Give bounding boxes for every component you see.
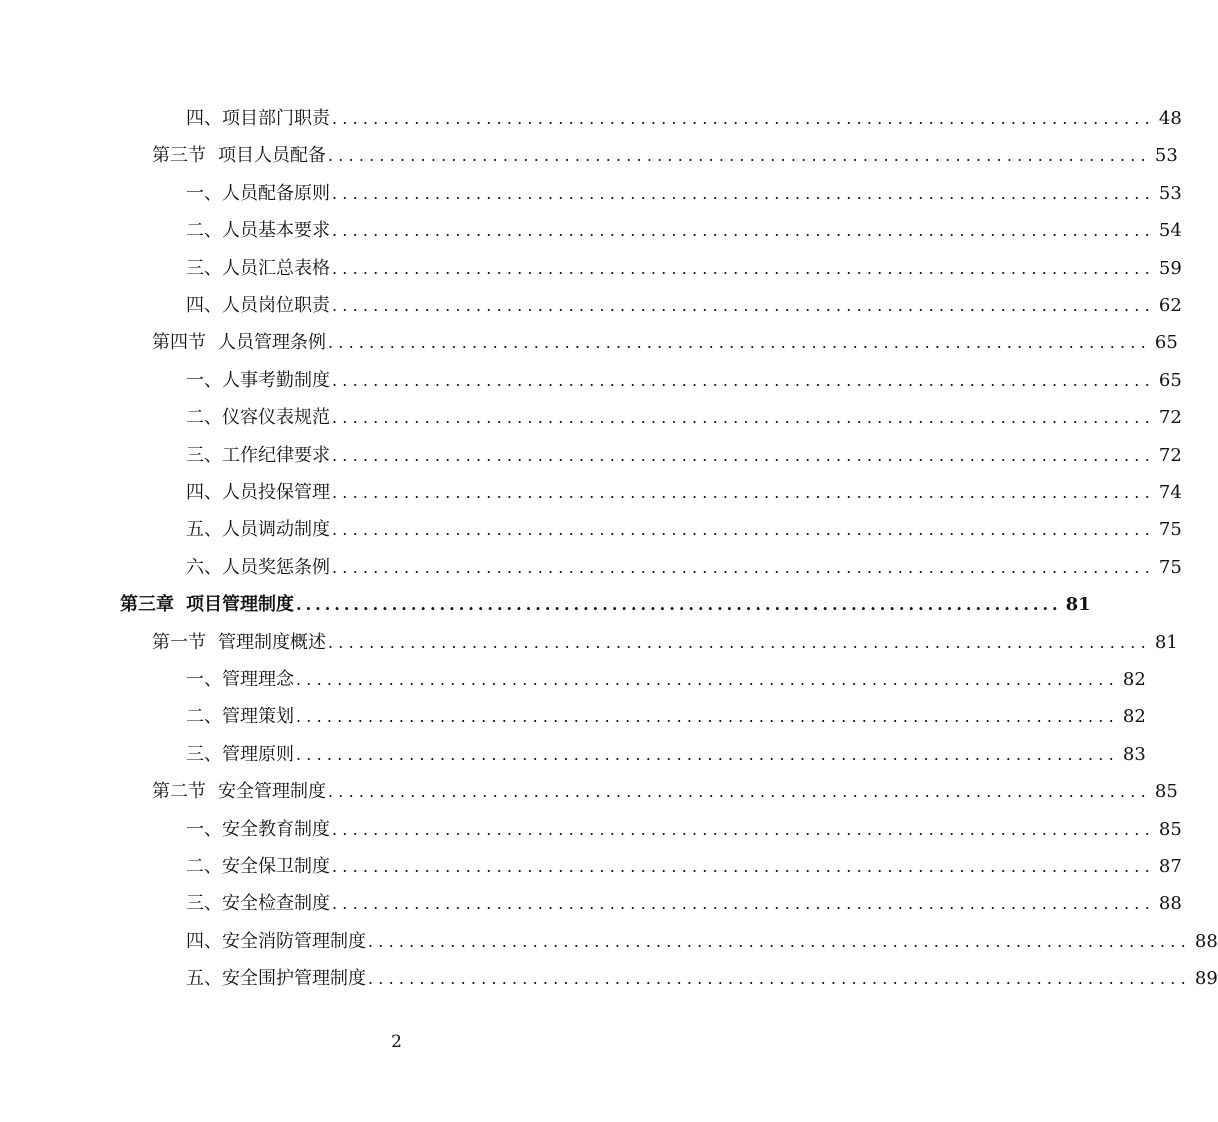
toc-entry-label xyxy=(186,511,330,548)
toc-entry-title: 管理策划 xyxy=(222,706,294,728)
toc-entry-title: 安全管理制度 xyxy=(218,781,326,803)
toc-entry-number: 第二节 xyxy=(152,781,206,803)
toc-entry-label xyxy=(186,100,330,137)
toc-item-entry[interactable] xyxy=(186,923,1218,960)
toc-entry-title: 人员岗位职责 xyxy=(222,295,330,316)
toc-entry-number: 第三章 xyxy=(120,594,174,616)
toc-dot-leader: ................................................................................ xyxy=(368,931,1191,951)
toc-dot-leader: ................................................................................ xyxy=(332,483,1155,502)
toc-page-number: 72 xyxy=(1158,407,1182,429)
toc-entry-number: 二、 xyxy=(186,407,222,429)
toc-entry-number: 四、 xyxy=(186,930,222,952)
toc-entry-number: 三、 xyxy=(186,743,222,765)
toc-item-entry[interactable] xyxy=(186,175,1182,212)
toc-page-number: 75 xyxy=(1158,519,1182,541)
toc-page-number: 83 xyxy=(1122,743,1146,765)
toc-entry-title: 人员基本要求 xyxy=(222,220,330,242)
toc-entry-title: 管理制度概述 xyxy=(218,631,326,653)
toc-entry-label xyxy=(120,586,294,623)
toc-item-entry[interactable] xyxy=(186,362,1182,399)
toc-entry-title: 人事考勤制度 xyxy=(222,369,330,391)
toc-section-entry[interactable] xyxy=(152,624,1178,661)
toc-entry-label xyxy=(186,212,330,249)
toc-dot-leader: ................................................................................ xyxy=(332,445,1155,465)
toc-item-entry[interactable] xyxy=(186,287,1182,324)
toc-dot-leader: ................................................................................ xyxy=(296,744,1119,764)
toc-entry-label xyxy=(186,923,366,960)
toc-entry-label xyxy=(186,848,330,885)
toc-entry-title: 人员调动制度 xyxy=(222,519,330,541)
toc-entry-number: 第一节 xyxy=(152,631,206,653)
toc-entry-title: 工作纪律要求 xyxy=(222,444,330,466)
toc-chapter-entry[interactable] xyxy=(120,586,1091,623)
toc-section-entry[interactable] xyxy=(152,324,1178,361)
toc-entry-label xyxy=(186,437,330,474)
toc-entry-number: 四、 xyxy=(186,295,222,316)
toc-entry-label xyxy=(152,324,326,361)
toc-item-entry[interactable] xyxy=(186,698,1146,735)
toc-dot-leader: ................................................................................ xyxy=(296,670,1119,689)
toc-page-number: 75 xyxy=(1158,556,1182,578)
toc-entry-label xyxy=(152,624,326,661)
toc-dot-leader: ................................................................................ xyxy=(332,109,1155,128)
toc-dot-leader: ................................................................................ xyxy=(332,857,1155,876)
toc-entry-number: 第三节 xyxy=(152,145,206,167)
page-number: 2 xyxy=(391,1032,402,1052)
toc-dot-leader: ................................................................................ xyxy=(296,707,1119,727)
toc-page-number: 65 xyxy=(1158,369,1182,391)
toc-page-number: 85 xyxy=(1158,818,1182,840)
toc-page-number: 53 xyxy=(1158,182,1182,204)
toc-entry-number: 四、 xyxy=(186,482,222,503)
toc-dot-leader: ................................................................................ xyxy=(332,296,1155,315)
toc-page-number: 53 xyxy=(1154,145,1178,167)
toc-page-number: 82 xyxy=(1122,669,1146,690)
toc-item-entry[interactable] xyxy=(186,100,1182,137)
toc-entry-label xyxy=(186,661,294,698)
toc-page-number: 48 xyxy=(1158,108,1182,129)
toc-entry-number: 五、 xyxy=(186,968,222,990)
toc-entry-label xyxy=(186,474,330,511)
toc-entry-label xyxy=(186,885,330,922)
toc-page-number: 87 xyxy=(1158,856,1182,877)
toc-dot-leader: ................................................................................ xyxy=(328,333,1151,353)
toc-entry-number: 四、 xyxy=(186,108,222,129)
toc-entry-title: 安全保卫制度 xyxy=(222,856,330,877)
toc-dot-leader: ................................................................................ xyxy=(332,258,1155,278)
toc-dot-leader: ................................................................................ xyxy=(332,819,1155,839)
toc-entry-title: 项目管理制度 xyxy=(186,594,294,616)
toc-dot-leader: ................................................................................ xyxy=(368,969,1191,989)
toc-entry-title: 仪容仪表规范 xyxy=(222,407,330,429)
toc-dot-leader: ................................................................................ xyxy=(332,408,1155,428)
toc-page-number: 72 xyxy=(1158,444,1182,466)
toc-entry-label xyxy=(186,399,330,436)
toc-page-number: 89 xyxy=(1194,968,1218,990)
toc-entry-number: 三、 xyxy=(186,444,222,466)
toc-entry-label xyxy=(186,362,330,399)
toc-entry-label xyxy=(186,736,294,773)
toc-item-entry[interactable] xyxy=(186,811,1182,848)
toc-dot-leader: ................................................................................ xyxy=(332,557,1155,577)
toc-section-entry[interactable] xyxy=(152,773,1178,810)
toc-dot-leader: ................................................................................ xyxy=(296,595,1062,615)
toc-page-number: 81 xyxy=(1154,631,1178,653)
toc-entry-title: 项目部门职责 xyxy=(222,108,330,129)
toc-page-number: 88 xyxy=(1158,893,1182,915)
toc-entry-title: 人员奖惩条例 xyxy=(222,556,330,578)
toc-entry-number: 三、 xyxy=(186,257,222,279)
toc-item-entry[interactable] xyxy=(186,212,1182,249)
toc-item-entry[interactable] xyxy=(186,885,1182,922)
toc-section-entry[interactable] xyxy=(152,137,1178,174)
toc-entry-title: 安全教育制度 xyxy=(222,818,330,840)
toc-item-entry[interactable] xyxy=(186,511,1182,548)
toc-entry-label xyxy=(186,175,330,212)
toc-item-entry[interactable] xyxy=(186,474,1182,511)
toc-dot-leader: ................................................................................ xyxy=(328,146,1151,166)
toc-entry-number: 二、 xyxy=(186,856,222,877)
toc-entry-title: 安全围护管理制度 xyxy=(222,968,366,990)
toc-entry-title: 管理理念 xyxy=(222,669,294,690)
toc-entry-label xyxy=(186,549,330,586)
toc-entry-label xyxy=(152,773,326,810)
toc-page-number: 65 xyxy=(1154,332,1178,354)
toc-entry-title: 人员配备原则 xyxy=(222,182,330,204)
toc-dot-leader: ................................................................................ xyxy=(332,183,1155,203)
toc-page-number: 81 xyxy=(1065,594,1091,616)
toc-entry-number: 三、 xyxy=(186,893,222,915)
toc-entry-label xyxy=(186,960,366,997)
toc-dot-leader: ................................................................................ xyxy=(332,520,1155,540)
toc-item-entry[interactable] xyxy=(186,399,1182,436)
toc-dot-leader: ................................................................................ xyxy=(332,370,1155,390)
toc-item-entry[interactable] xyxy=(186,848,1182,885)
toc-page-number: 85 xyxy=(1154,781,1178,803)
toc-entry-label xyxy=(186,811,330,848)
toc-item-entry[interactable] xyxy=(186,736,1146,773)
toc-entry-number: 二、 xyxy=(186,706,222,728)
toc-page-number: 54 xyxy=(1158,220,1182,242)
toc-entry-number: 二、 xyxy=(186,220,222,242)
toc-item-entry[interactable] xyxy=(186,250,1182,287)
toc-entry-title: 人员汇总表格 xyxy=(222,257,330,279)
toc-entry-number: 第四节 xyxy=(152,332,206,354)
toc-entry-title: 人员投保管理 xyxy=(222,482,330,503)
toc-dot-leader: ................................................................................ xyxy=(328,782,1151,802)
toc-page-number: 62 xyxy=(1158,295,1182,316)
toc-page-number: 59 xyxy=(1158,257,1182,279)
toc-page-number: 82 xyxy=(1122,706,1146,728)
toc-entry-title: 安全检查制度 xyxy=(222,893,330,915)
toc-entry-label xyxy=(186,287,330,324)
toc-entry-label xyxy=(186,250,330,287)
toc-entry-number: 一、 xyxy=(186,369,222,391)
toc-entry-title: 管理原则 xyxy=(222,743,294,765)
toc-item-entry[interactable] xyxy=(186,549,1182,586)
toc-item-entry[interactable] xyxy=(186,960,1218,997)
toc-page-number: 88 xyxy=(1194,930,1218,952)
toc-dot-leader: ................................................................................ xyxy=(332,221,1155,241)
toc-entry-number: 一、 xyxy=(186,818,222,840)
toc-dot-leader: ................................................................................ xyxy=(328,632,1151,652)
toc-item-entry[interactable] xyxy=(186,661,1146,698)
toc-page-number: 74 xyxy=(1158,482,1182,503)
toc-entry-number: 六、 xyxy=(186,556,222,578)
toc-item-entry[interactable] xyxy=(186,437,1182,474)
toc-entry-label xyxy=(186,698,294,735)
toc-entry-number: 一、 xyxy=(186,669,222,690)
toc-entry-label xyxy=(152,137,326,174)
toc-entry-number: 五、 xyxy=(186,519,222,541)
toc-entry-title: 安全消防管理制度 xyxy=(222,930,366,952)
toc-entry-title: 项目人员配备 xyxy=(218,145,326,167)
toc-dot-leader: ................................................................................ xyxy=(332,894,1155,914)
toc-entry-title: 人员管理条例 xyxy=(218,332,326,354)
toc-entry-number: 一、 xyxy=(186,182,222,204)
